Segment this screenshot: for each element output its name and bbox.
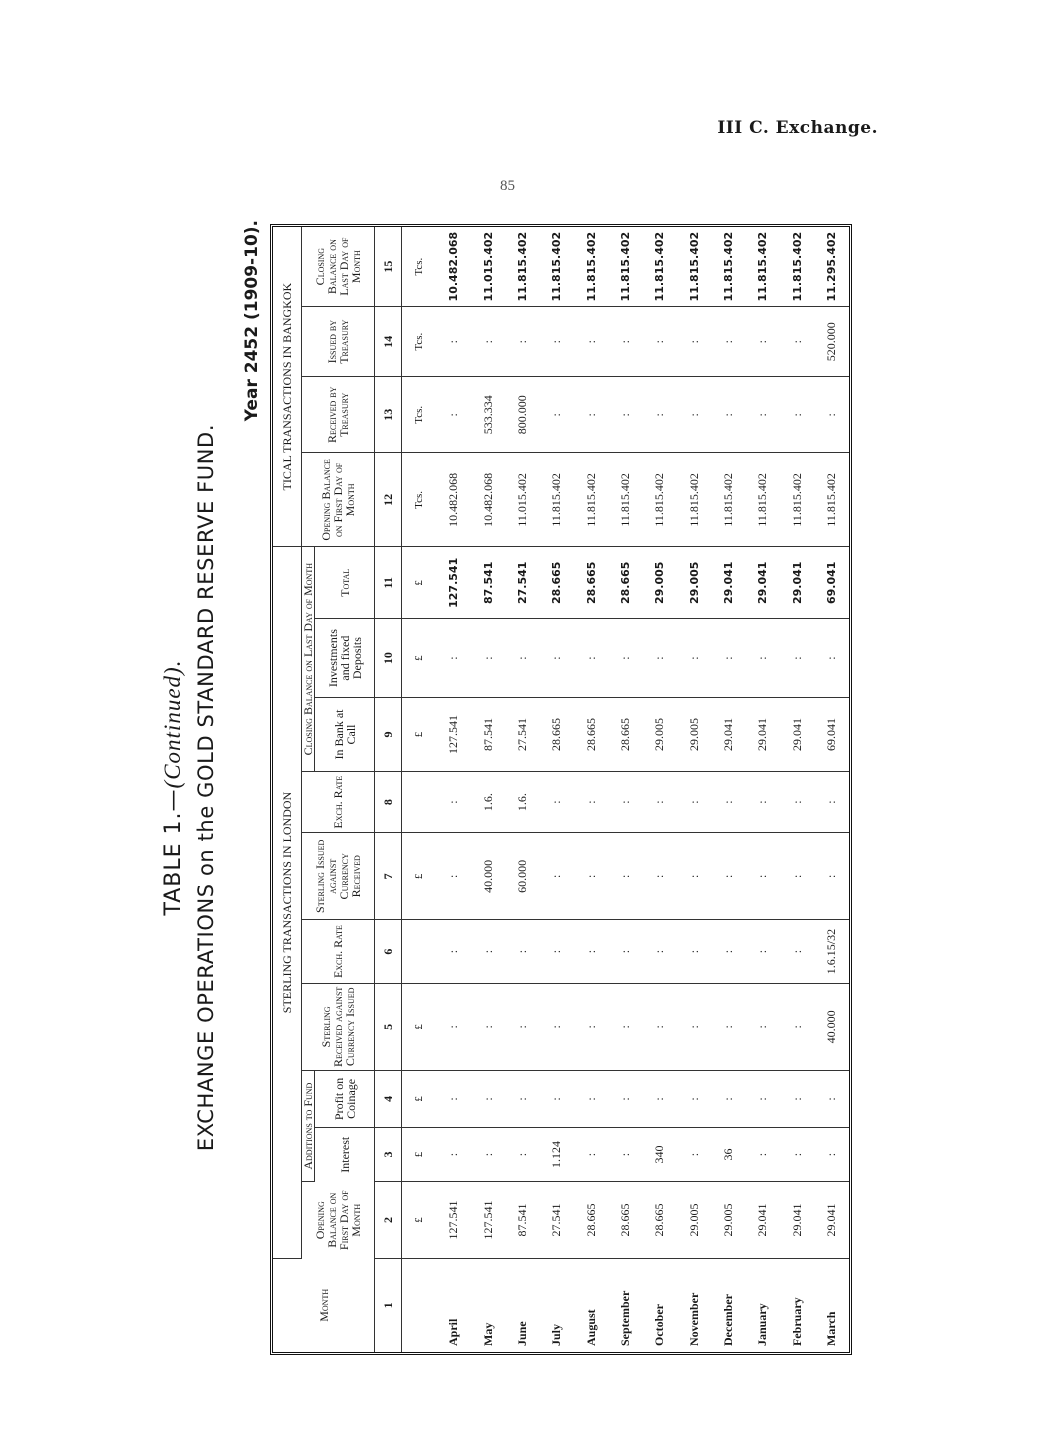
column-number: 12 xyxy=(375,453,402,547)
data-cell: : xyxy=(711,833,745,920)
data-cell: : xyxy=(540,1071,574,1128)
data-cell: 29.005 xyxy=(643,547,677,619)
month-cell: July xyxy=(549,1323,564,1346)
month-cell: August xyxy=(583,1309,598,1346)
data-cell: : xyxy=(746,772,780,833)
data-cell: : xyxy=(471,920,505,983)
data-cell: 11.815.402 xyxy=(574,227,608,307)
data-cell: 29.005 xyxy=(677,697,711,771)
rotated-table-page xyxy=(160,220,860,1355)
data-cell: 29.041 xyxy=(711,697,745,771)
data-cell: : xyxy=(643,1071,677,1128)
data-cell: 1.6. xyxy=(505,772,539,833)
data-cell: 11.815.402 xyxy=(505,227,539,307)
header-sterling-issued: Sterling Issued against Currency Received xyxy=(302,833,375,920)
column-number: 4 xyxy=(375,1071,402,1128)
data-cell: : xyxy=(437,377,471,453)
table-subtitle: EXCHANGE OPERATIONS on the GOLD STANDARD RESERVE FUND. xyxy=(194,423,218,1152)
data-cell: : xyxy=(780,772,814,833)
data-cell: : xyxy=(814,1071,849,1128)
data-cell: : xyxy=(711,377,745,453)
column-number: 6 xyxy=(375,920,402,983)
column-number: 7 xyxy=(375,833,402,920)
exchange-operations-table xyxy=(273,227,849,1352)
data-cell: : xyxy=(540,833,574,920)
data-cell: : xyxy=(746,1127,780,1182)
data-cell: : xyxy=(505,983,539,1070)
data-cell: : xyxy=(437,307,471,377)
data-cell: 28.665 xyxy=(574,1182,608,1258)
header-received-treasury: Received by Treasury xyxy=(302,377,375,453)
data-cell: : xyxy=(574,920,608,983)
data-cell: 29.041 xyxy=(746,1182,780,1258)
data-cell: : xyxy=(574,307,608,377)
data-cell: 11.815.402 xyxy=(814,453,849,547)
column-number: 14 xyxy=(375,307,402,377)
data-cell: : xyxy=(437,772,471,833)
data-cell: : xyxy=(677,833,711,920)
table-row xyxy=(437,227,471,1352)
unit-cell xyxy=(402,772,437,833)
month-cell: October xyxy=(652,1304,667,1346)
data-cell: : xyxy=(505,920,539,983)
data-cell: 28.665 xyxy=(608,547,642,619)
table-frame xyxy=(270,224,852,1355)
unit-cell: £ xyxy=(402,983,437,1070)
month-cell: March xyxy=(824,1311,839,1346)
page-number: 85 xyxy=(500,178,515,194)
data-cell: 29.041 xyxy=(746,547,780,619)
header-exch-rate-2: Exch. Rate xyxy=(302,772,375,833)
table-row xyxy=(505,227,539,1352)
data-cell: 28.665 xyxy=(540,547,574,619)
data-cell: : xyxy=(814,833,849,920)
data-cell: : xyxy=(746,920,780,983)
data-cell: 29.041 xyxy=(780,1182,814,1258)
data-cell: 40.000 xyxy=(471,833,505,920)
data-cell: 127.541 xyxy=(471,1182,505,1258)
data-cell: : xyxy=(471,1127,505,1182)
data-cell: 29.005 xyxy=(677,1182,711,1258)
data-cell: 11.815.402 xyxy=(677,227,711,307)
data-cell: 27.541 xyxy=(540,1182,574,1258)
data-cell: 28.665 xyxy=(574,547,608,619)
data-cell: 11.815.402 xyxy=(643,453,677,547)
data-cell: : xyxy=(574,1071,608,1128)
month-cell: April xyxy=(446,1318,461,1346)
unit-cell: £ xyxy=(402,697,437,771)
data-cell: 87.541 xyxy=(505,1182,539,1258)
data-cell: 28.665 xyxy=(574,697,608,771)
column-number-row xyxy=(375,227,402,1352)
data-cell: 11.815.402 xyxy=(780,453,814,547)
header-issued-treasury: Issued by Treasury xyxy=(302,307,375,377)
data-cell: : xyxy=(643,307,677,377)
data-cell: 11.815.402 xyxy=(746,453,780,547)
data-cell: : xyxy=(677,772,711,833)
header-total: Total xyxy=(315,547,375,619)
data-cell: : xyxy=(746,1071,780,1128)
data-cell: 60.000 xyxy=(505,833,539,920)
data-cell: 800.000 xyxy=(505,377,539,453)
data-cell: : xyxy=(437,1071,471,1128)
header-investments: Investments and fixed Deposits xyxy=(315,619,375,698)
data-cell: : xyxy=(780,307,814,377)
data-cell: 29.005 xyxy=(643,697,677,771)
data-cell: 87.541 xyxy=(471,547,505,619)
header-month: Month xyxy=(273,1258,375,1352)
table-row xyxy=(746,227,780,1352)
header-profit-coinage: Profit on Coinage xyxy=(315,1071,375,1128)
table-body xyxy=(402,227,850,1352)
column-number: 10 xyxy=(375,619,402,698)
data-cell: : xyxy=(437,1127,471,1182)
data-cell: : xyxy=(677,983,711,1070)
table-row xyxy=(540,227,574,1352)
unit-cell: £ xyxy=(402,619,437,698)
month-cell: December xyxy=(721,1294,736,1346)
data-cell: : xyxy=(574,983,608,1070)
data-cell: 11.015.402 xyxy=(471,227,505,307)
data-cell: : xyxy=(437,833,471,920)
data-cell: 11.815.402 xyxy=(677,453,711,547)
data-cell: 29.041 xyxy=(780,697,814,771)
data-cell: 28.665 xyxy=(643,1182,677,1258)
unit-cell: Tcs. xyxy=(402,227,437,307)
data-cell: : xyxy=(677,1071,711,1128)
unit-cell: £ xyxy=(402,1182,437,1258)
data-cell: : xyxy=(505,619,539,698)
header-in-bank: In Bank at Call xyxy=(315,697,375,771)
unit-cell: Tcs. xyxy=(402,453,437,547)
data-cell: : xyxy=(540,920,574,983)
column-number: 1 xyxy=(375,1258,402,1352)
month-cell: November xyxy=(686,1292,701,1346)
data-cell: 127.541 xyxy=(437,547,471,619)
header-tical-closing: Closing Balance on Last Day of Month xyxy=(302,227,375,307)
data-cell: : xyxy=(643,920,677,983)
unit-row xyxy=(402,227,437,1352)
header-sterling-received: Sterling Received against Currency Issued xyxy=(302,983,375,1070)
data-cell: 40.000 xyxy=(814,983,849,1070)
data-cell: 11.815.402 xyxy=(711,453,745,547)
data-cell: : xyxy=(814,1127,849,1182)
data-cell: 28.665 xyxy=(540,697,574,771)
table-row xyxy=(608,227,642,1352)
year-label: Year 2452 (1909-10). xyxy=(242,220,262,422)
data-cell: 29.005 xyxy=(677,547,711,619)
data-cell: : xyxy=(540,307,574,377)
table-row xyxy=(643,227,677,1352)
data-cell: 11.815.402 xyxy=(540,453,574,547)
table-title-prefix: TABLE 1.— xyxy=(161,788,186,916)
data-cell: 1.6.15/32 xyxy=(814,920,849,983)
data-cell: : xyxy=(643,619,677,698)
data-cell: : xyxy=(540,983,574,1070)
data-cell: 29.041 xyxy=(780,547,814,619)
table-row xyxy=(711,227,745,1352)
header-exch-rate-1: Exch. Rate xyxy=(302,920,375,983)
data-cell: : xyxy=(608,377,642,453)
data-cell: 10.482.068 xyxy=(471,453,505,547)
data-cell: : xyxy=(643,772,677,833)
data-cell: 11.815.402 xyxy=(608,453,642,547)
unit-cell: £ xyxy=(402,547,437,619)
data-cell: : xyxy=(746,377,780,453)
data-cell: 533.334 xyxy=(471,377,505,453)
data-cell: : xyxy=(608,983,642,1070)
data-cell: : xyxy=(780,619,814,698)
column-number: 15 xyxy=(375,227,402,307)
data-cell: 10.482.068 xyxy=(437,453,471,547)
column-number: 2 xyxy=(375,1182,402,1258)
data-cell: : xyxy=(643,983,677,1070)
data-cell: 11.815.402 xyxy=(643,227,677,307)
data-cell: : xyxy=(780,920,814,983)
unit-cell: £ xyxy=(402,1071,437,1128)
data-cell: 11.815.402 xyxy=(540,227,574,307)
data-cell: 1.6. xyxy=(471,772,505,833)
unit-cell xyxy=(402,1258,437,1352)
table-row xyxy=(574,227,608,1352)
data-cell: : xyxy=(677,920,711,983)
data-cell: : xyxy=(780,1127,814,1182)
data-cell: : xyxy=(608,772,642,833)
data-cell: : xyxy=(746,833,780,920)
data-cell: : xyxy=(471,307,505,377)
data-cell: : xyxy=(711,307,745,377)
data-cell: 11.815.402 xyxy=(780,227,814,307)
month-cell: May xyxy=(480,1322,495,1346)
unit-cell xyxy=(402,920,437,983)
data-cell: : xyxy=(711,920,745,983)
header-sterling-group: STERLING TRANSACTIONS IN LONDON xyxy=(273,547,302,1258)
column-number: 13 xyxy=(375,377,402,453)
data-cell: : xyxy=(814,772,849,833)
data-cell: 27.541 xyxy=(505,697,539,771)
data-cell: : xyxy=(471,983,505,1070)
data-cell: : xyxy=(814,619,849,698)
data-cell: : xyxy=(643,377,677,453)
data-cell: 87.541 xyxy=(471,697,505,771)
data-cell: : xyxy=(505,307,539,377)
header-interest: Interest xyxy=(315,1127,375,1182)
data-cell: : xyxy=(677,619,711,698)
month-cell: January xyxy=(755,1303,770,1346)
header-tical-group: TICAL TRANSACTIONS IN BANGKOK xyxy=(273,227,302,547)
data-cell: : xyxy=(780,377,814,453)
data-cell: 11.815.402 xyxy=(608,227,642,307)
data-cell: : xyxy=(711,1071,745,1128)
data-cell: : xyxy=(711,619,745,698)
data-cell: : xyxy=(677,1127,711,1182)
data-cell: : xyxy=(711,983,745,1070)
column-number: 5 xyxy=(375,983,402,1070)
header-tical-opening: Opening Balance on First Day of Month xyxy=(302,453,375,547)
data-cell: : xyxy=(540,377,574,453)
column-number: 8 xyxy=(375,772,402,833)
header-closing-balance: Closing Balance on Last Day of Month xyxy=(302,547,315,772)
data-cell: 520.000 xyxy=(814,307,849,377)
data-cell: : xyxy=(711,772,745,833)
section-header: III C. Exchange. xyxy=(717,118,878,138)
data-cell: 29.041 xyxy=(711,547,745,619)
data-cell: : xyxy=(574,833,608,920)
table-title xyxy=(160,220,186,1355)
data-cell: : xyxy=(471,1071,505,1128)
table-row xyxy=(471,227,505,1352)
data-cell: : xyxy=(677,307,711,377)
table-title-continued: (Continued). xyxy=(160,659,185,789)
data-cell: 29.041 xyxy=(814,1182,849,1258)
data-cell: : xyxy=(437,619,471,698)
data-cell: : xyxy=(540,772,574,833)
data-cell: 11.295.402 xyxy=(814,227,849,307)
data-cell: : xyxy=(677,377,711,453)
data-cell: 69.041 xyxy=(814,547,849,619)
unit-cell: Tcs. xyxy=(402,377,437,453)
column-number: 3 xyxy=(375,1127,402,1182)
data-cell: : xyxy=(780,833,814,920)
data-cell: : xyxy=(505,1071,539,1128)
data-cell: 27.541 xyxy=(505,547,539,619)
data-cell: : xyxy=(780,983,814,1070)
month-cell: September xyxy=(618,1290,632,1346)
column-number: 11 xyxy=(375,547,402,619)
data-cell: 127.541 xyxy=(437,1182,471,1258)
month-cell: February xyxy=(789,1297,804,1346)
data-cell: 340 xyxy=(643,1127,677,1182)
data-cell: : xyxy=(471,619,505,698)
data-cell: 29.041 xyxy=(746,697,780,771)
unit-cell: £ xyxy=(402,1127,437,1182)
data-cell: 1.124 xyxy=(540,1127,574,1182)
data-cell: : xyxy=(608,920,642,983)
data-cell: : xyxy=(608,307,642,377)
unit-cell: £ xyxy=(402,833,437,920)
data-cell: : xyxy=(505,1127,539,1182)
data-cell: 10.482.068 xyxy=(437,227,471,307)
header-opening-balance: Opening Balance on First Day of Month xyxy=(302,1182,375,1258)
data-cell: : xyxy=(643,833,677,920)
data-cell: 11.015.402 xyxy=(505,453,539,547)
data-cell: : xyxy=(437,983,471,1070)
data-cell: : xyxy=(746,619,780,698)
data-cell: 28.665 xyxy=(608,697,642,771)
data-cell: : xyxy=(746,307,780,377)
unit-cell: Tcs. xyxy=(402,307,437,377)
data-cell: : xyxy=(746,983,780,1070)
data-cell: : xyxy=(608,1071,642,1128)
data-cell: : xyxy=(608,833,642,920)
data-cell: : xyxy=(814,377,849,453)
header-additions: Additions to Fund xyxy=(302,1071,315,1182)
table-row xyxy=(677,227,711,1352)
data-cell: 11.815.402 xyxy=(746,227,780,307)
data-cell: : xyxy=(574,377,608,453)
month-cell: June xyxy=(514,1321,529,1346)
data-cell: 11.815.402 xyxy=(711,227,745,307)
data-cell: : xyxy=(437,920,471,983)
data-cell: : xyxy=(540,619,574,698)
data-cell: : xyxy=(608,1127,642,1182)
data-cell: 69.041 xyxy=(814,697,849,771)
data-cell: : xyxy=(574,1127,608,1182)
data-cell: : xyxy=(574,772,608,833)
data-cell: : xyxy=(608,619,642,698)
data-cell: 11.815.402 xyxy=(574,453,608,547)
data-cell: 127.541 xyxy=(437,697,471,771)
table-row xyxy=(780,227,814,1352)
data-cell: : xyxy=(574,619,608,698)
table-row xyxy=(814,227,849,1352)
data-cell: 28.665 xyxy=(608,1182,642,1258)
data-cell: 36 xyxy=(711,1127,745,1182)
column-number: 9 xyxy=(375,697,402,771)
data-cell: : xyxy=(780,1071,814,1128)
data-cell: 29.005 xyxy=(711,1182,745,1258)
